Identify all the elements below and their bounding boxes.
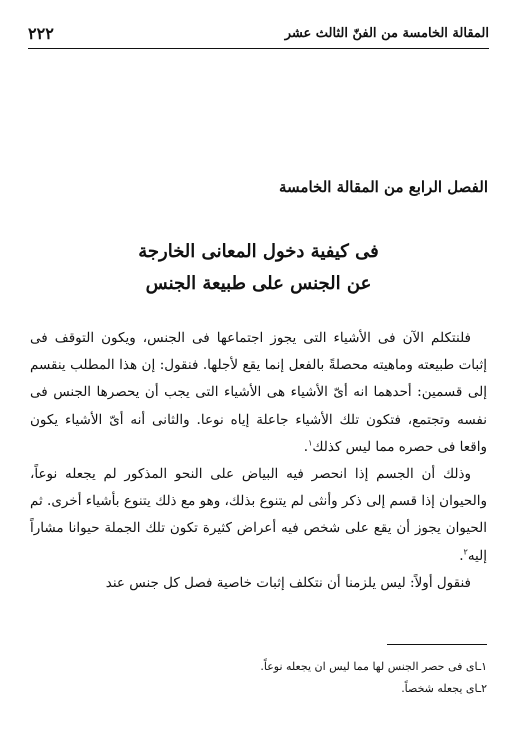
footnote-marker-1: ١ [308,438,313,448]
running-head: المقالة الخامسة من الفنّ الثالث عشر [284,25,489,41]
paragraph-1 [30,325,487,461]
footnote-marker-2: ٢ [463,547,468,557]
body-text [30,325,487,597]
paragraph-3 [30,570,487,597]
paragraph-1-end: . [303,438,309,455]
chapter-heading: الفصل الرابع من المقالة الخامسة [278,178,488,196]
paragraph-3-text: فنقول أولاً: ليس يلزمنا أن نتكلف إثبات خاصية فصل كل جنس عند [105,574,471,591]
section-title-line-2: عن الجنس على طبيعة الجنس [145,273,372,294]
page-number: ٢٢٢ [28,23,54,43]
footnote-2: ٢ـاى يجعله شخصاً. [401,682,487,695]
paragraph-2-text: وذلك أن الجسم إذا انحصر فيه البياض على النحو المذكور لم يجعله نوعاً، والحيوان إذا قسم إلى ذكر وأنثى لم يتنوع بذلك، وهو مع ذلك يتنوع بأشياء أخرى. ثم الحيوان يجوز أن يقع على شخص فيه أعراض كثيرة تكون تلك الجملة حيوانا مشاراً إليه [30,466,487,564]
paragraph-2 [30,461,487,570]
header-rule [28,48,489,49]
footnote-rule [387,644,487,645]
paragraph-1-text: فلنتكلم الآن فى الأشياء التى يجوز اجتماعها فى الجنس، ويكون التوقف فى إثبات طبيعته وماهيته محصلةً بالفعل إنما يقع لأجلها. فنقول: إن هذا المطلب ينقسم إلى قسمين: أحدهما انه أىّ الأشياء هى الأشياء التى يجب أن يحصرها الجنس فى نفسه وتجتمع، فتكون تلك الأشياء جاعلة إياه نوعا. والثانى أنه أىّ الأشياء يكون واقعا فى حصره مما ليس كذلك [30,330,487,455]
section-title [0,236,517,300]
footnotes [30,656,487,700]
section-title-line-1: فى كيفية دخول المعانى الخارجة [138,241,379,262]
paragraph-2-end: . [459,547,464,564]
page-header [28,20,489,46]
footnote-1: ١ـاى فى حصر الجنس لها مما ليس ان يجعله نوعاً. [260,660,487,673]
